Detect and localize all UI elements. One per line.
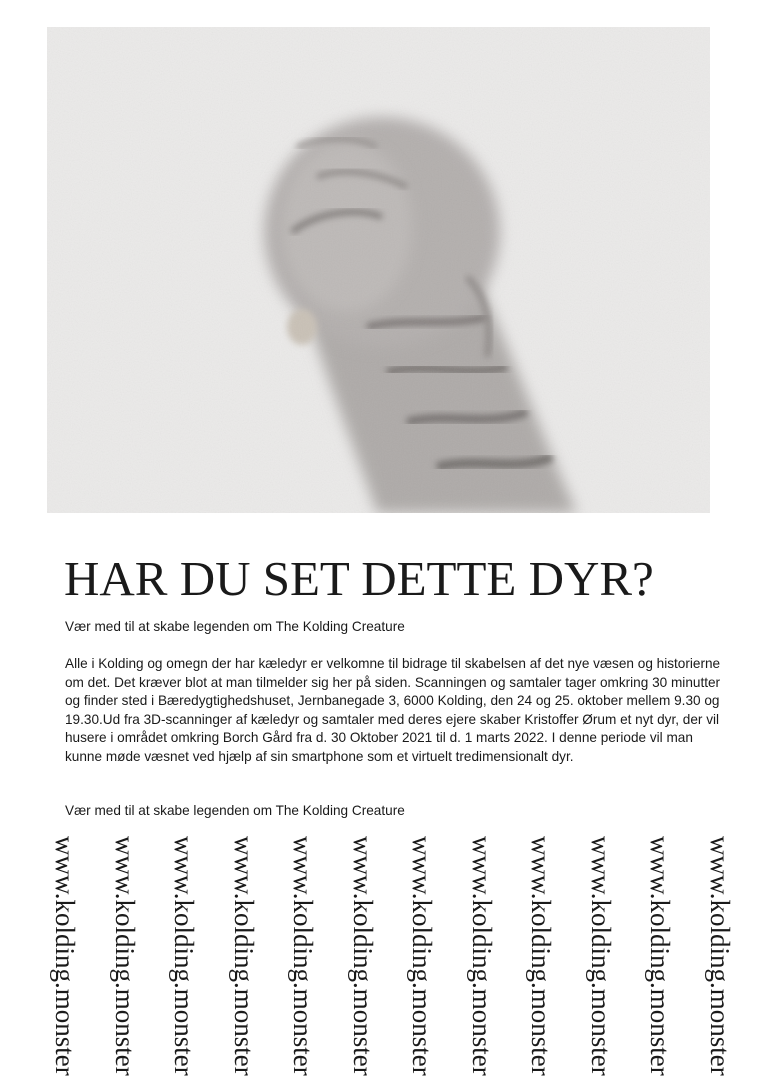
url-link[interactable]: www.kolding.monster: [586, 836, 616, 1076]
url-column[interactable]: [407, 836, 437, 1076]
cat-paw-photo: [47, 27, 710, 513]
url-link[interactable]: www.kolding.monster: [229, 836, 259, 1076]
outro-text: Vær med til at skabe legenden om The Kolding Creature: [65, 803, 405, 818]
url-link[interactable]: www.kolding.monster: [288, 836, 318, 1076]
url-link[interactable]: www.kolding.monster: [407, 836, 437, 1076]
url-link[interactable]: www.kolding.monster: [348, 836, 378, 1076]
cat-paw-illustration: [47, 27, 710, 513]
url-column[interactable]: [467, 836, 497, 1076]
url-column[interactable]: [586, 836, 616, 1076]
url-column[interactable]: [50, 836, 80, 1076]
headline: HAR DU SET DETTE DYR?: [64, 551, 654, 606]
url-link[interactable]: www.kolding.monster: [50, 836, 80, 1076]
url-link[interactable]: www.kolding.monster: [467, 836, 497, 1076]
url-column[interactable]: [288, 836, 318, 1076]
url-column[interactable]: [526, 836, 556, 1076]
url-link[interactable]: www.kolding.monster: [645, 836, 675, 1076]
url-column[interactable]: [229, 836, 259, 1076]
url-link[interactable]: www.kolding.monster: [110, 836, 140, 1076]
body-text: Alle i Kolding og omegn der har kæledyr er velkomne til bidrage til skabelsen af det nye væsen og historierne om det. Det kræver blot at man tilmelder sig her på siden. Scanningen og samtaler tager omkring 30 minutter og finder sted i Bæredygtighedshuset, Jernbanegade 3, 6000 Kolding, den 24 og 25. oktober mellem 9.30 og 19.30.Ud fra 3D-scanninger af kæledyr og samtaler med deres ejere skaber Kristoffer Ørum et nyt dyr, der vil husere i området omkring Borch Gård fra d. 30 Oktober 2021 til d. 1 marts 2022. I denne periode vil man kunne møde væsnet ved hjælp af sin smartphone som et virtuelt tredimensionalt dyr.: [65, 656, 721, 764]
intro-text: Vær med til at skabe legenden om The Kolding Creature: [65, 619, 405, 634]
url-link[interactable]: www.kolding.monster: [526, 836, 556, 1076]
url-column[interactable]: [110, 836, 140, 1076]
url-column[interactable]: [348, 836, 378, 1076]
url-column[interactable]: [705, 836, 735, 1076]
url-link[interactable]: www.kolding.monster: [705, 836, 735, 1076]
url-link[interactable]: www.kolding.monster: [169, 836, 199, 1076]
url-column[interactable]: [645, 836, 675, 1076]
url-column[interactable]: [169, 836, 199, 1076]
